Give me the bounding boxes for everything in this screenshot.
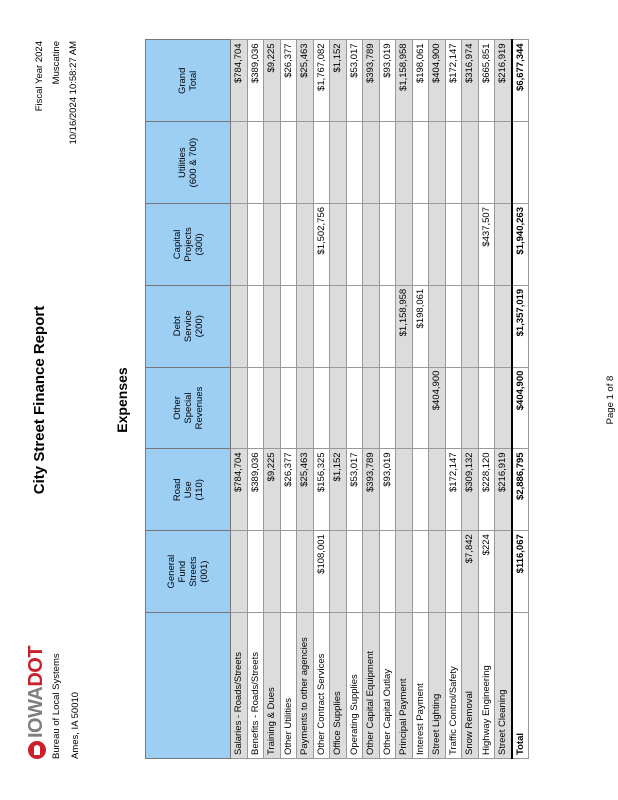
- table-cell: $198,061: [412, 285, 429, 367]
- table-cell: $404,900: [429, 367, 446, 449]
- table-cell: [445, 285, 462, 367]
- table-cell: [379, 285, 396, 367]
- table-cell: [396, 531, 413, 613]
- total-label: Total: [512, 613, 529, 759]
- table-cell: [297, 367, 314, 449]
- total-row: [512, 40, 529, 759]
- table-row: [363, 40, 380, 759]
- row-label: Principal Payment: [396, 613, 413, 759]
- table-cell: [297, 531, 314, 613]
- table-cell: [280, 285, 297, 367]
- table-cell: $389,036: [247, 40, 264, 122]
- table-cell: $216,919: [495, 449, 512, 531]
- table-cell: $172,147: [445, 449, 462, 531]
- row-label: Other Capital Equipment: [363, 613, 380, 759]
- table-cell: [379, 204, 396, 286]
- row-label: Operating Supplies: [346, 613, 363, 759]
- total-cell: $1,940,263: [512, 204, 529, 286]
- column-header: Utilities (600 & 700): [146, 122, 231, 204]
- bureau-line: Bureau of Local Systems: [51, 653, 62, 759]
- table-cell: [396, 122, 413, 204]
- table-cell: $437,507: [478, 204, 495, 286]
- column-header: Grand Total: [146, 40, 231, 122]
- table-row: [247, 40, 264, 759]
- column-header: Other Special Revenues: [146, 367, 231, 449]
- table-cell: [396, 449, 413, 531]
- table-cell: $216,919: [495, 40, 512, 122]
- table-row: [264, 40, 281, 759]
- table-cell: $1,158,958: [396, 285, 413, 367]
- table-cell: $25,463: [297, 40, 314, 122]
- table-cell: [495, 367, 512, 449]
- table-cell: [264, 531, 281, 613]
- table-row: [412, 40, 429, 759]
- column-header: [146, 613, 231, 759]
- table-cell: [429, 449, 446, 531]
- table-cell: [247, 367, 264, 449]
- table-cell: $172,147: [445, 40, 462, 122]
- address-line: Ames, IA 50010: [70, 691, 81, 759]
- table-cell: [280, 531, 297, 613]
- table-cell: [363, 367, 380, 449]
- table-cell: [297, 122, 314, 204]
- table-cell: $316,974: [462, 40, 479, 122]
- total-cell: $404,900: [512, 367, 529, 449]
- table-cell: [462, 367, 479, 449]
- table-cell: $389,036: [247, 449, 264, 531]
- table-cell: $156,325: [313, 449, 330, 531]
- row-label: Training & Dues: [264, 613, 281, 759]
- table-cell: [346, 367, 363, 449]
- table-cell: [478, 367, 495, 449]
- table-cell: [412, 531, 429, 613]
- table-cell: $7,842: [462, 531, 479, 613]
- table-cell: [297, 285, 314, 367]
- table-cell: [313, 285, 330, 367]
- table-cell: $1,158,958: [396, 40, 413, 122]
- page-number: Page 1 of 8: [605, 375, 616, 425]
- row-label: Street Lighting: [429, 613, 446, 759]
- table-cell: [346, 204, 363, 286]
- row-label: Salaries - Roads/Streets: [231, 613, 248, 759]
- table-cell: [495, 531, 512, 613]
- table-cell: $224: [478, 531, 495, 613]
- table-row: [495, 40, 512, 759]
- table-cell: [297, 204, 314, 286]
- total-cell: $1,357,019: [512, 285, 529, 367]
- total-cell: $6,677,344: [512, 40, 529, 122]
- table-cell: [231, 285, 248, 367]
- table-cell: [330, 531, 347, 613]
- total-cell: $2,886,795: [512, 449, 529, 531]
- table-cell: [330, 204, 347, 286]
- row-label: Traffic Control/Safety: [445, 613, 462, 759]
- table-cell: [429, 122, 446, 204]
- total-cell: [512, 122, 529, 204]
- column-header: Debt Service (200): [146, 285, 231, 367]
- table-cell: [379, 122, 396, 204]
- table-cell: [264, 367, 281, 449]
- table-cell: [412, 122, 429, 204]
- report-title: City Street Finance Report: [31, 305, 48, 495]
- table-cell: [429, 531, 446, 613]
- column-header: Road Use (110): [146, 449, 231, 531]
- table-cell: [330, 285, 347, 367]
- table-cell: [445, 367, 462, 449]
- row-label: Snow Removal: [462, 613, 479, 759]
- table-cell: [264, 204, 281, 286]
- logo-text-dot: DOT: [25, 645, 47, 687]
- table-row: [445, 40, 462, 759]
- table-cell: $26,377: [280, 40, 297, 122]
- table-cell: [396, 367, 413, 449]
- expenses-table: [145, 39, 529, 759]
- row-label: Benefits - Roads/Streets: [247, 613, 264, 759]
- table-cell: [231, 531, 248, 613]
- row-label: Other Utilities: [280, 613, 297, 759]
- table-cell: [280, 367, 297, 449]
- table-row: [297, 40, 314, 759]
- table-row: [396, 40, 413, 759]
- table-cell: $784,704: [231, 40, 248, 122]
- row-label: Other Contract Services: [313, 613, 330, 759]
- table-cell: [363, 285, 380, 367]
- table-cell: [379, 367, 396, 449]
- table-cell: [478, 122, 495, 204]
- table-cell: [412, 367, 429, 449]
- table-row: [346, 40, 363, 759]
- table-cell: [231, 367, 248, 449]
- row-label: Highway Engineering: [478, 613, 495, 759]
- table-cell: $228,120: [478, 449, 495, 531]
- section-title: Expenses: [114, 367, 130, 433]
- table-cell: $393,789: [363, 40, 380, 122]
- table-cell: $1,502,756: [313, 204, 330, 286]
- table-cell: $93,019: [379, 40, 396, 122]
- table-row: [330, 40, 347, 759]
- table-cell: [247, 285, 264, 367]
- table-cell: [264, 122, 281, 204]
- row-label: Office Supplies: [330, 613, 347, 759]
- table-cell: [429, 204, 446, 286]
- table-cell: [429, 285, 446, 367]
- table-cell: $53,017: [346, 40, 363, 122]
- table-row: [231, 40, 248, 759]
- column-header: Capital Projects (300): [146, 204, 231, 286]
- table-cell: $784,704: [231, 449, 248, 531]
- table-row: [313, 40, 330, 759]
- table-row: [280, 40, 297, 759]
- table-cell: $1,767,082: [313, 40, 330, 122]
- table-cell: [247, 531, 264, 613]
- table-cell: [363, 531, 380, 613]
- table-row: [478, 40, 495, 759]
- table-cell: [264, 285, 281, 367]
- row-label: Interest Payment: [412, 613, 429, 759]
- table-cell: $9,225: [264, 40, 281, 122]
- fiscal-year: Fiscal Year 2024: [34, 41, 45, 112]
- logo-text-iowa: IOWA: [25, 686, 47, 738]
- table-cell: [231, 204, 248, 286]
- table-cell: $665,851: [478, 40, 495, 122]
- row-label: Other Capital Outlay: [379, 613, 396, 759]
- table-cell: [412, 449, 429, 531]
- table-row: [429, 40, 446, 759]
- table-cell: [396, 204, 413, 286]
- table-cell: [495, 122, 512, 204]
- table-cell: [445, 122, 462, 204]
- table-cell: [445, 531, 462, 613]
- table-cell: $53,017: [346, 449, 363, 531]
- city-name: Muscatine: [51, 41, 62, 85]
- table-cell: [330, 367, 347, 449]
- total-cell: $116,067: [512, 531, 529, 613]
- table-cell: [478, 285, 495, 367]
- table-cell: $309,132: [462, 449, 479, 531]
- table-cell: [313, 122, 330, 204]
- report-timestamp: 10/16/2024 10:58:27 AM: [68, 41, 79, 145]
- table-cell: [445, 204, 462, 286]
- table-cell: $26,377: [280, 449, 297, 531]
- table-cell: $25,463: [297, 449, 314, 531]
- table-cell: [363, 204, 380, 286]
- table-cell: [330, 122, 347, 204]
- table-cell: [346, 531, 363, 613]
- table-cell: [313, 367, 330, 449]
- table-cell: [495, 285, 512, 367]
- table-cell: [462, 122, 479, 204]
- table-header-row: [146, 40, 231, 759]
- table-cell: $1,152: [330, 40, 347, 122]
- table-cell: [379, 531, 396, 613]
- table-cell: $404,900: [429, 40, 446, 122]
- table-row: [462, 40, 479, 759]
- table-cell: [231, 122, 248, 204]
- table-cell: [363, 122, 380, 204]
- table-cell: [280, 122, 297, 204]
- table-cell: [412, 204, 429, 286]
- table-cell: [346, 122, 363, 204]
- row-label: Street Cleaning: [495, 613, 512, 759]
- table-cell: [280, 204, 297, 286]
- table-cell: [462, 204, 479, 286]
- table-cell: $1,152: [330, 449, 347, 531]
- table-cell: $198,061: [412, 40, 429, 122]
- table-cell: $9,225: [264, 449, 281, 531]
- column-header: General Fund Streets (001): [146, 531, 231, 613]
- row-label: Payments to other agencies: [297, 613, 314, 759]
- table-cell: $93,019: [379, 449, 396, 531]
- table-cell: $108,001: [313, 531, 330, 613]
- table-cell: [247, 204, 264, 286]
- table-cell: [495, 204, 512, 286]
- table-row: [379, 40, 396, 759]
- table-cell: [247, 122, 264, 204]
- table-cell: $393,789: [363, 449, 380, 531]
- table-cell: [462, 285, 479, 367]
- table-cell: [346, 285, 363, 367]
